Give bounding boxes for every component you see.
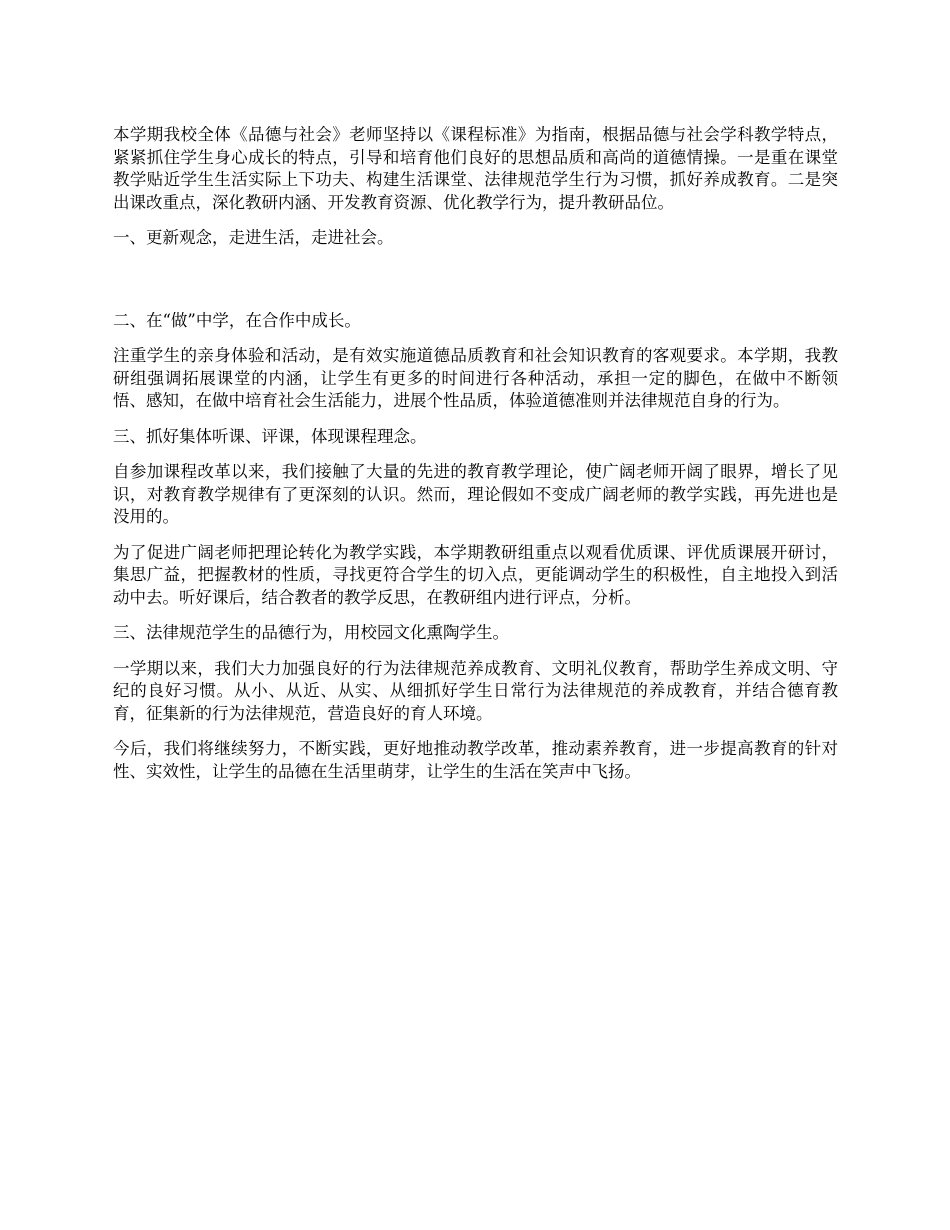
body-paragraph: 自参加课程改革以来，我们接触了大量的先进的教育教学理论，使广阔老师开阔了眼界，增长了见识，对教育教学规律有了更深刻的认识。然而，理论假如不变成广阔老师的教学实践，再先进也是没用的。 <box>113 462 838 526</box>
section-heading-3: 三、抓好集体听课、评课，体现课程理念。 <box>113 426 427 446</box>
section-heading-4: 三、法律规范学生的品德行为，用校园文化熏陶学生。 <box>113 623 509 642</box>
body-paragraph: 一学期以来，我们大力加强良好的行为法律规范养成教育、文明礼仪教育，帮助学生养成文明、守纪的良好习惯。从小、从近、从实、从细抓好学生日常行为法律规范的养成教育，并结合德育教育，征集新的行为法律规范，营造良好的育人环境。 <box>113 658 838 723</box>
body-paragraph: 为了促进广阔老师把理论转化为教学实践，本学期教研组重点以观看优质课、评优质课展开研讨，集思广益，把握教材的性质，寻找更符合学生的切入点，更能调动学生的积极性，自主地投入到活动中去。听好课后，结合教者的教学反思，在教研组内进行评点，分析。 <box>113 542 838 607</box>
blank-gap <box>113 263 838 310</box>
section-heading-2: 二、在“做”中学，在合作中成长。 <box>113 310 361 330</box>
closing-paragraph: 今后，我们将继续努力，不断实践，更好地推动教学改革，推动素养教育，进一步提高教育的针对性、实效性，让学生的品德在生活里萌芽，让学生的生活在笑声中飞扬。 <box>113 739 838 781</box>
intro-paragraph: 本学期我校全体《品德与社会》老师坚持以《课程标准》为指南，根据品德与社会学科教学特点，紧紧抓住学生身心成长的特点，引导和培育他们良好的思想品质和高尚的道德情操。一是重在课堂教学贴近学生生活实际上下功夫、构建生活课堂、法律规范学生行为习惯，抓好养成教育。二是突出课改重点，深化教研内涵、开发教育资源、优化教学行为，提升教研品位。 <box>113 125 838 212</box>
section-heading-1: 一、更新观念，走进生活，走进社会。 <box>113 228 394 247</box>
body-paragraph: 注重学生的亲身体验和活动，是有效实施道德品质教育和社会知识教育的客观要求。本学期，我教研组强调拓展课堂的内涵，让学生有更多的时间进行各种活动，承担一定的脚色，在做中不断领悟、感知，在做中培育社会生活能力，进展个性品质，体验道德准则并法律规范自身的行为。 <box>113 346 838 410</box>
